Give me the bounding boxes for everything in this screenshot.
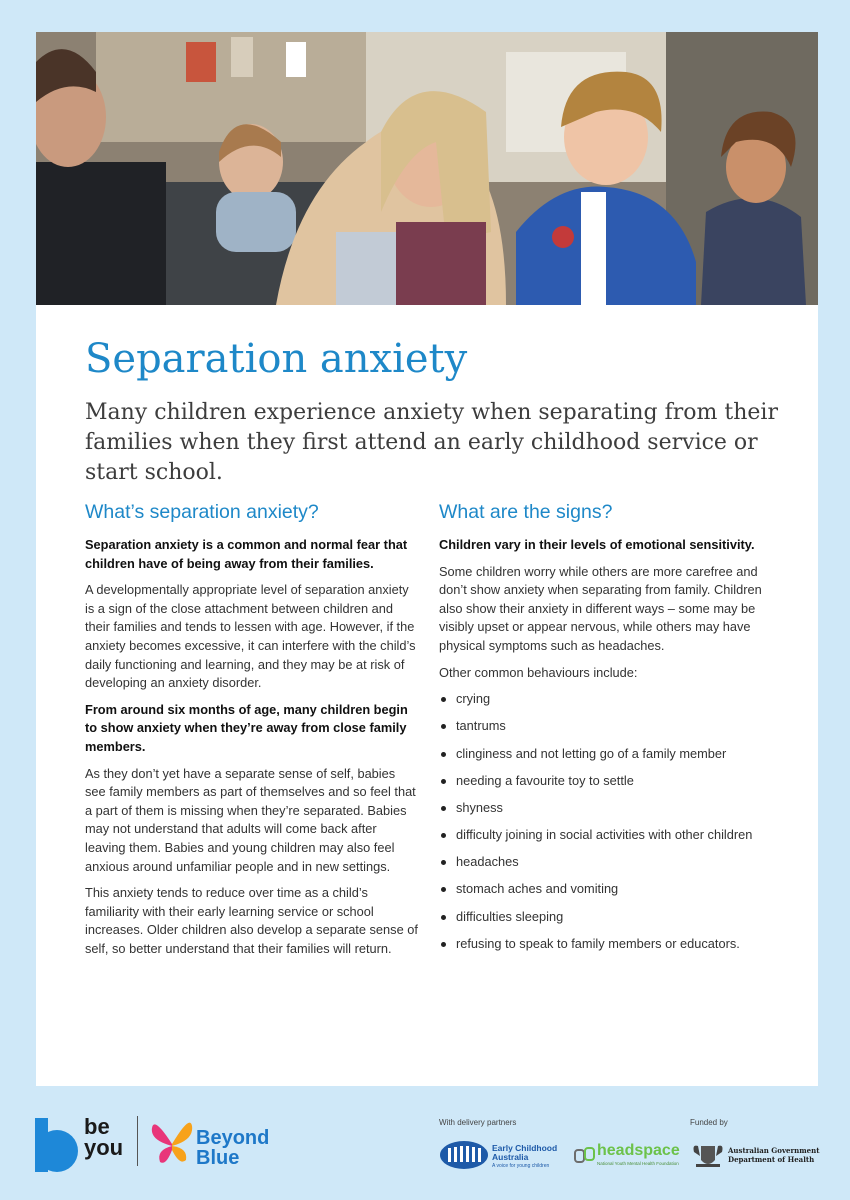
right-paragraph-1: Some children worry while others are more carefree and don’t show anxiety when separating from family. Children also show their anxiety in different ways – some may be visibly upset or appear nervous, while others may have physical symptoms such as headaches. [439, 563, 762, 653]
delivery-partners-label: With delivery partners [439, 1118, 517, 1127]
list-item: stomach aches and vomiting [439, 880, 773, 899]
butterfly-icon [150, 1120, 194, 1166]
behaviours-list [439, 690, 773, 953]
right-lead: Children vary in their levels of emotional sensitivity. [439, 537, 755, 552]
right-paragraph-2: Other common behaviours include: [439, 664, 638, 680]
list-item: crying [439, 690, 773, 709]
government-crest-icon [690, 1142, 726, 1170]
left-paragraph-2: As they don’t yet have a separate sense of self, babies see family members as part of themselves and so feel that a part of them is missing when they’re separated. Babies may not understand that adults will come back after leaving them. Babies and young children may also feel anxious around unfamiliar people and in new settings. [85, 765, 416, 874]
document-page [36, 32, 818, 1086]
left-lead-2: From around six months of age, many children begin to show anxiety when they’re away from close family members. [85, 701, 408, 754]
footer [0, 1086, 850, 1200]
list-item: difficulty joining in social activities with other children [439, 826, 773, 845]
hero-photo [36, 32, 818, 305]
list-item: refusing to speak to family members or educators. [439, 935, 773, 954]
right-heading: What are the signs? [439, 501, 613, 523]
left-lead-1: Separation anxiety is a common and normal fear that children have of being away from their families. [85, 537, 408, 571]
list-item: tantrums [439, 717, 773, 736]
headspace-tagline: National Youth Mental Health Foundation [597, 1161, 679, 1166]
left-paragraph-1: A developmentally appropriate level of separation anxiety is a sign of the close attachment between children and their families and tends to lessen with age. However, if the anxiety becomes excessive, it can interfere with the child’s daily functioning and learning, and they may be at risk of developing an anxiety disorder. [85, 582, 416, 691]
left-column [85, 500, 419, 966]
government-logo-text: Australian Government Department of Health [728, 1146, 820, 1164]
list-item: shyness [439, 799, 773, 818]
headspace-logo-text: headspace [597, 1142, 680, 1159]
list-item: clinginess and not letting go of a family member [439, 745, 773, 764]
eca-logo-text: Early Childhood Australia [492, 1143, 558, 1162]
intro-text: Many children experience anxiety when separating from their families when they first attend an early childhood service or start school. [85, 400, 778, 485]
list-item: difficulties sleeping [439, 908, 773, 927]
be-you-b-logo-icon [35, 1118, 79, 1172]
beyond-blue-logo-text: Beyond Blue [196, 1127, 270, 1169]
headspace-logo-icon [574, 1146, 596, 1166]
page-title: Separation anxiety [85, 336, 468, 382]
left-heading: What’s separation anxiety? [85, 501, 319, 523]
right-column [439, 500, 773, 962]
eca-tagline: A voice for young children [492, 1163, 550, 1169]
eca-logo-icon [439, 1140, 489, 1170]
funded-by-label: Funded by [690, 1118, 728, 1127]
left-paragraph-3: This anxiety tends to reduce over time as a child’s familiarity with their early learning service or school increases. Older children also develop a separate sense of self, so better understand that their families will return. [85, 885, 418, 956]
list-item: headaches [439, 853, 773, 872]
logo-divider [137, 1116, 138, 1166]
list-item: needing a favourite toy to settle [439, 772, 773, 791]
be-you-logo-text: be you [84, 1114, 124, 1160]
